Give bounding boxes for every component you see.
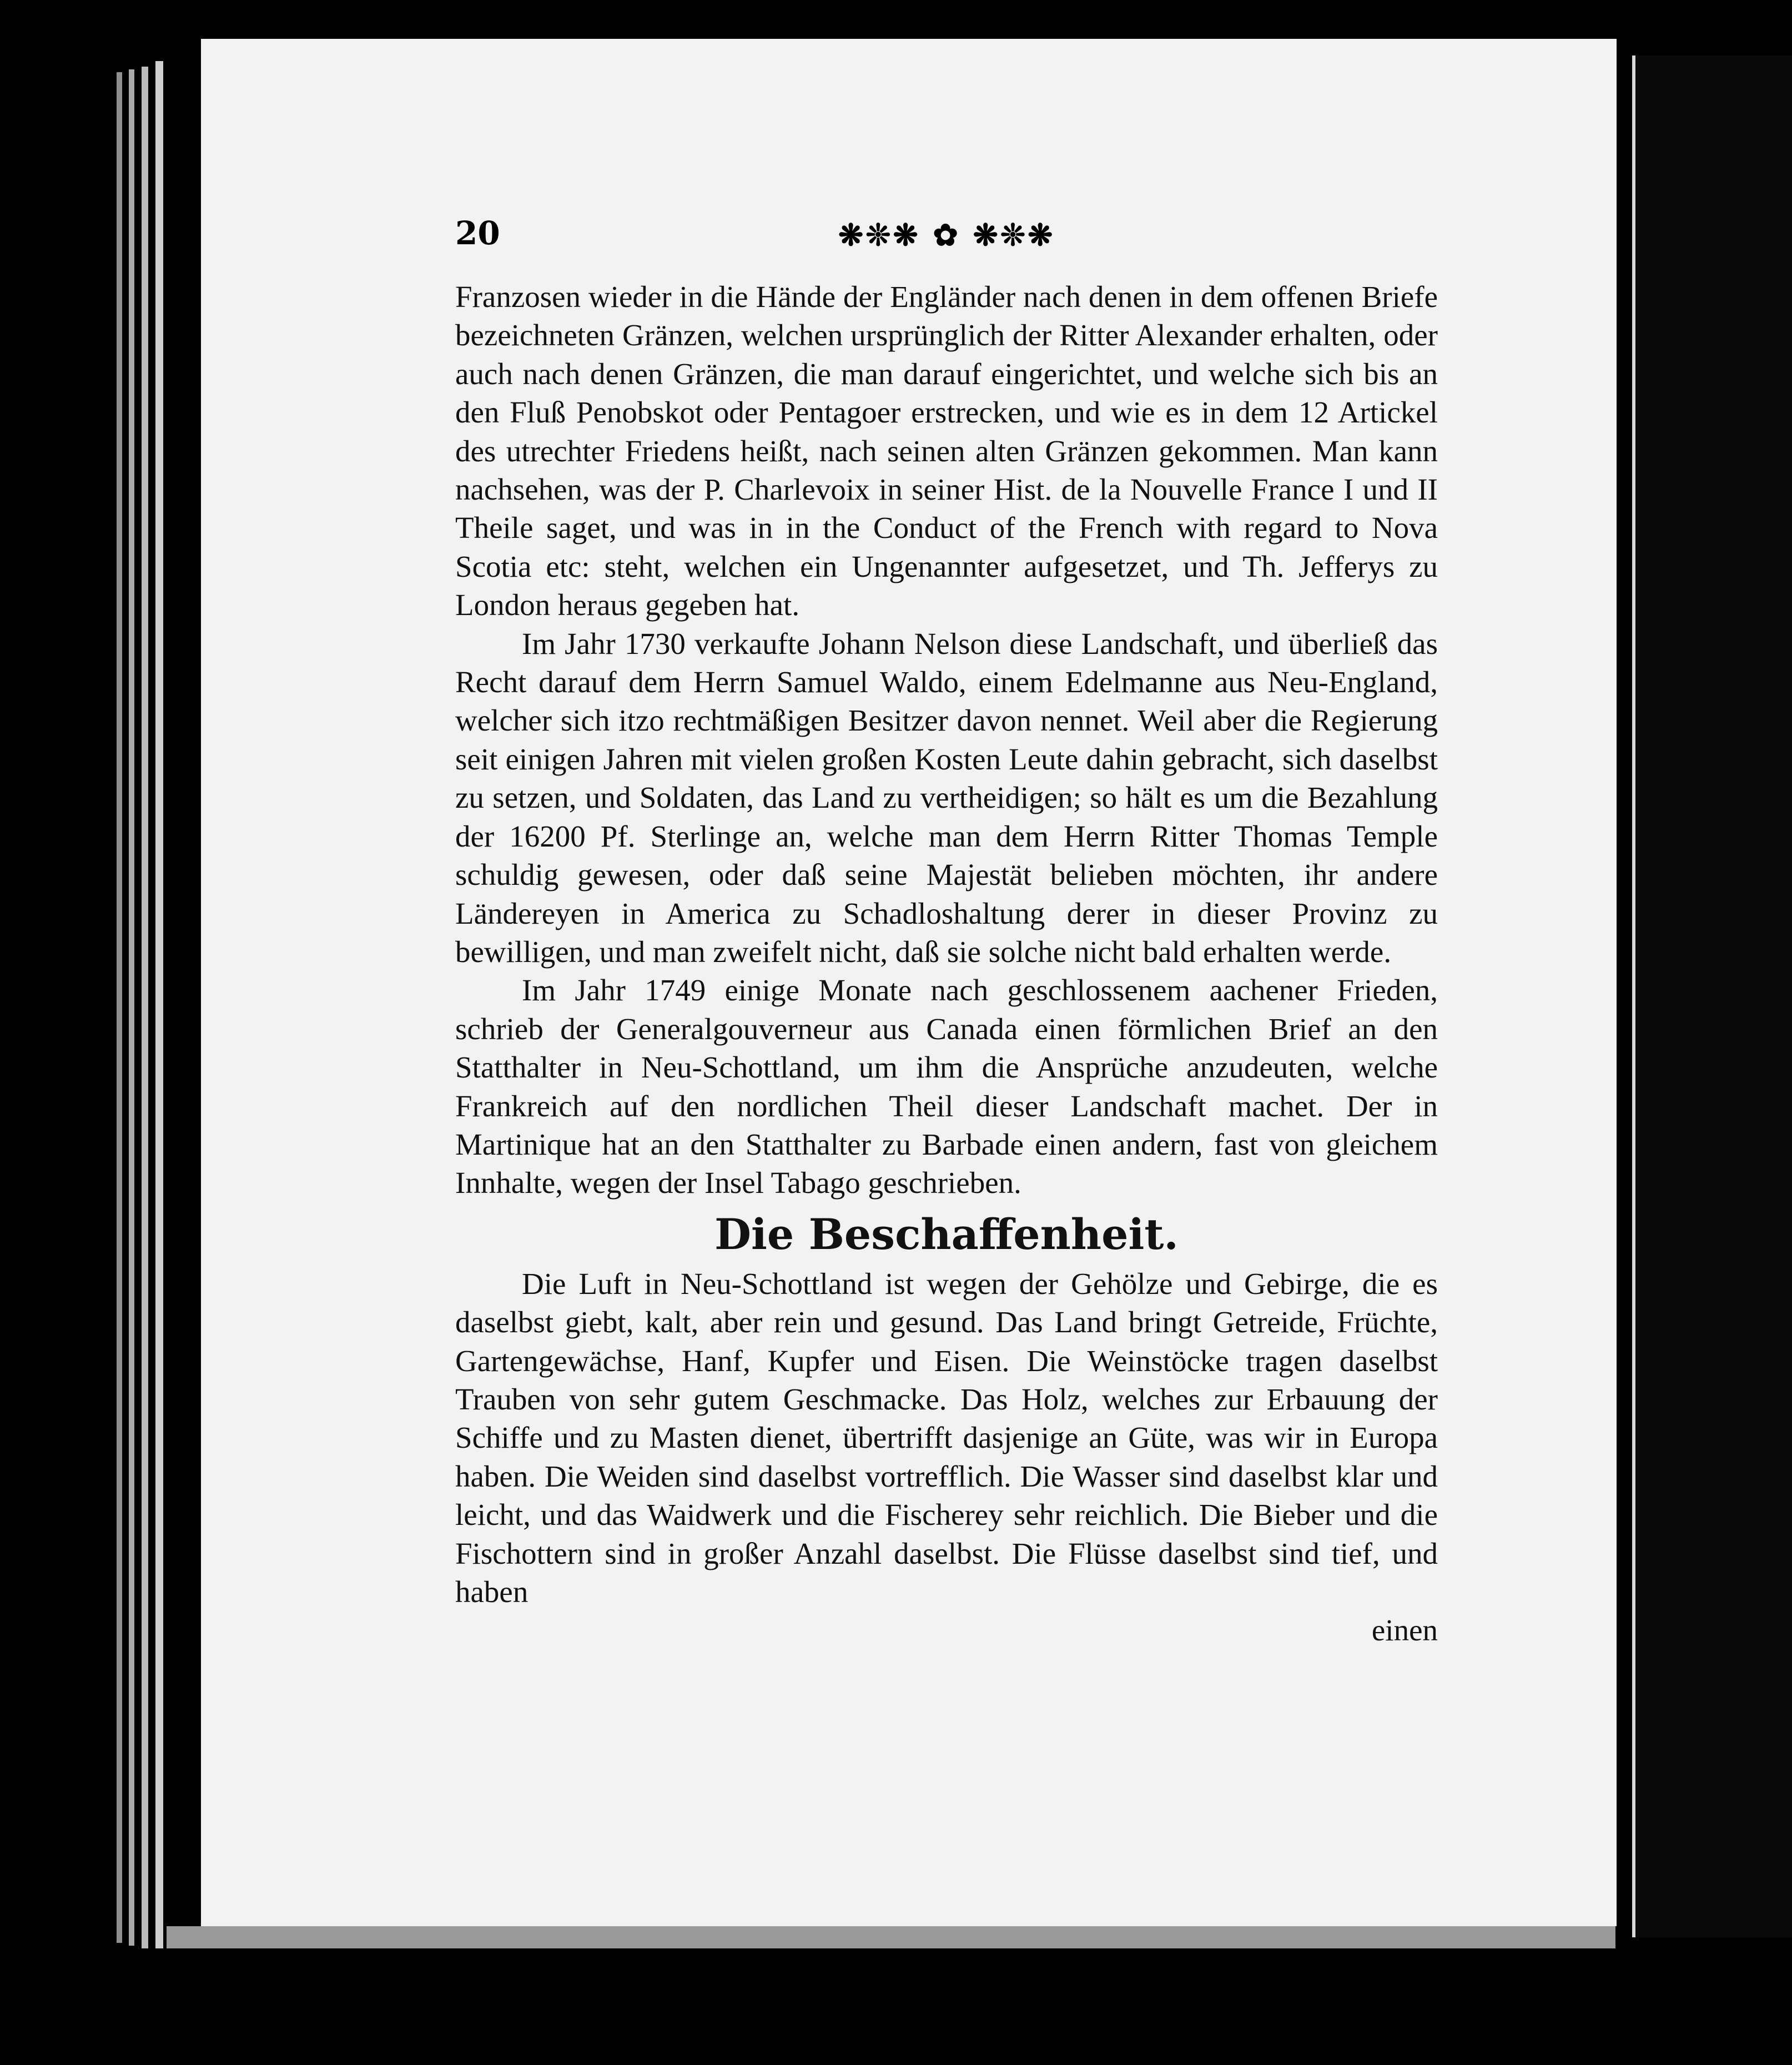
page-number: 20 <box>455 214 500 252</box>
book-leaf-edge <box>129 69 134 1946</box>
section-heading: Die Beschaffenheit. <box>714 1209 1179 1259</box>
header-ornament: ❋❊❋ ✿ ❋❊❋ <box>838 217 1055 253</box>
paragraph: Im Jahr 1730 verkaufte Johann Nelson diese Landschaft, und überließ das Recht darauf dem Herrn Samuel Waldo, einem Edelmanne aus Neu-England, welcher sich itzo rechtmäßigen Besitzer davon nennet. Weil aber die Regierung seit einigen Jahren mit vielen großen Kosten Leute dahin gebracht, sich daselbst zu setzen, und Soldaten, das Land zu vertheidigen; so hält es um die Bezahlung der 16200 Pf. Sterlinge an, welche man dem Herrn Ritter Thomas Temple schuldig gewesen, oder daß seine Majestät belieben möchten, ihr andere Ländereyen in America zu Schadloshaltung derer in dieser Provinz zu bewilligen, und man zweifelt nicht, daß sie solche nicht bald erhalten werde. <box>455 626 1438 969</box>
paragraph: Franzosen wieder in die Hände der Engländer nach denen in dem offenen Briefe bezeichneten Gränzen, welchen ursprünglich der Ritter Alexander erhalten, oder auch nach denen Gränzen, die man darauf eingerichtet, und welche sich bis an den Fluß Penobskot oder Pentagoer erstrecken, und wie es in dem 12 Artickel des utrechter Friedens heißt, nach seinen alten Gränzen gekommen. Man kann nachsehen, was der P. Charlevoix in seiner Hist. de la Nouvelle France I und II Theile saget, und was in in the Conduct of the French with regard to Nova Scotia etc: steht, welchen ein Ungenannter aufgesetzet, und Th. Jefferys zu London heraus gegeben hat. <box>455 280 1438 622</box>
catchword: einen <box>1371 1613 1438 1648</box>
book-leaf-edge <box>155 61 163 1948</box>
paragraph: Die Luft in Neu-Schottland ist wegen der Gehölze und Gebirge, die es daselbst giebt, kalt, aber rein und gesund. Das Land bringt Getreide, Früchte, Gartengewächse, Hanf, Kupfer und Eisen. Die Weinstöcke tragen daselbst Trauben von sehr gutem Geschmacke. Das Holz, welches zur Erbauung der Schiffe und zu Masten dienet, übertrifft dasjenige an Güte, was wir in Europa haben. Die Weiden sind daselbst vortrefflich. Die Wasser sind daselbst klar und leicht, und das Waidwerk und die Fischerey sehr reichlich. Die Bieber und die Fischottern sind in großer Anzahl daselbst. Die Flüsse daselbst sind tief, und haben <box>455 1266 1438 1609</box>
book-leaf-edge <box>117 72 122 1943</box>
paragraph: Im Jahr 1749 einige Monate nach geschlossenem aachener Frieden, schrieb der Generalgouverneur aus Canada einen förmlichen Brief an den Statthalter in Neu-Schottland, um ihm die Ansprüche anzudeuten, welche Frankreich auf den nordlichen Theil dieser Landschaft machet. Der in Martinique hat an den Statthalter zu Barbade einen andern, fast von gleichem Innhalte, wegen der Insel Tabago geschrieben. <box>455 973 1438 1200</box>
page-body <box>455 278 1438 1650</box>
book-leaf-edge <box>142 67 148 1948</box>
page-header <box>455 214 1110 258</box>
facing-page-edge <box>1632 56 1792 1937</box>
page-bottom-edge <box>167 1926 1615 1948</box>
